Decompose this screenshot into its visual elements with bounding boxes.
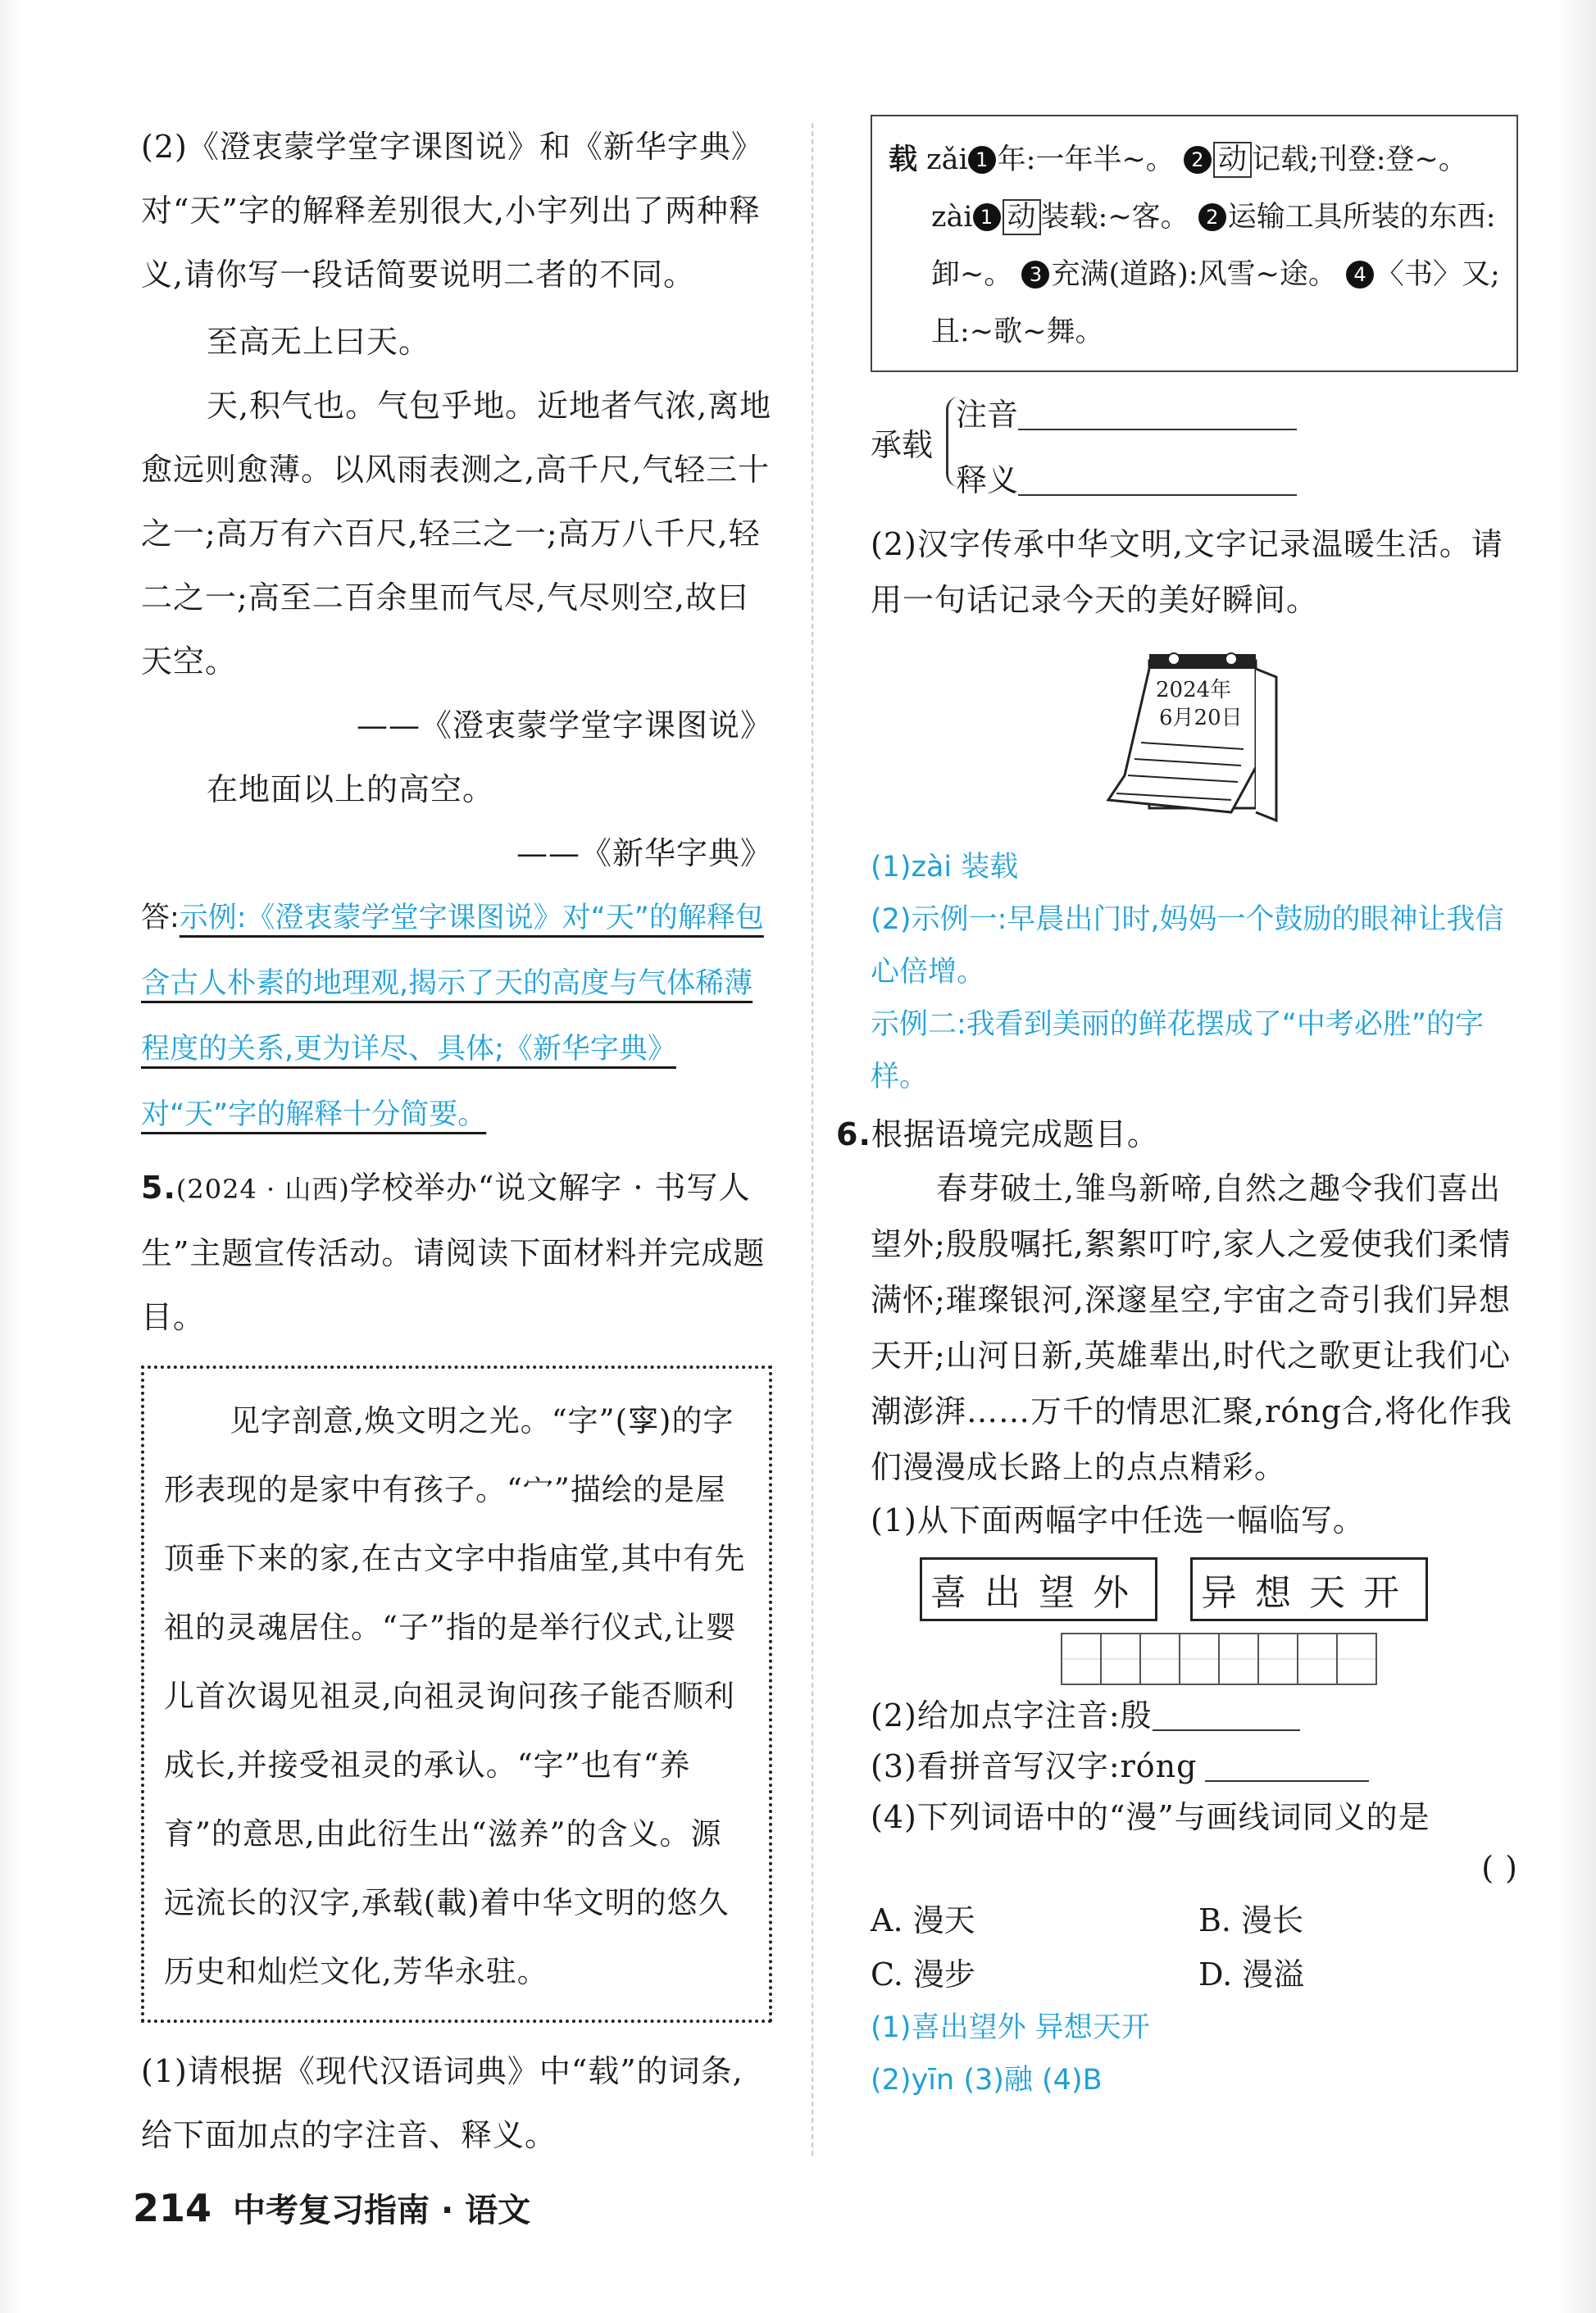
quote1-line1: 至高无上曰天。 [207, 324, 431, 360]
q5-sub2: (2)汉字传承中华文明,文字记录温暖生活。请用一句话记录今天的美好瞬间。 [871, 526, 1503, 618]
grid-cell[interactable] [1336, 1633, 1377, 1685]
dict-pinyin-zai3: zǎi [926, 143, 968, 176]
q5-number: 5. [141, 1170, 176, 1206]
dict-row-2 [889, 189, 1500, 361]
grid-cell[interactable] [1297, 1633, 1336, 1685]
q6-sub2: (2)给加点字注音:殷 [871, 1697, 1153, 1734]
circle-2b-icon: 2 [1198, 203, 1226, 231]
grid-cell[interactable] [1218, 1633, 1257, 1685]
option-d[interactable]: D. 漫溢 [1198, 1956, 1305, 1993]
circle-1b-icon: 1 [973, 203, 1001, 231]
dict-row-1 [889, 131, 1500, 189]
chengzai-word: 承载 [871, 427, 934, 463]
zhuyin-blank[interactable] [1018, 396, 1297, 430]
shiyi-blank[interactable] [1018, 461, 1297, 496]
q5-prompt [141, 1156, 772, 1349]
q6-heading [836, 1108, 1518, 1161]
option-c[interactable]: C. 漫步 [871, 1956, 975, 1993]
dict-def-3: 装载:~客。 [1040, 201, 1189, 234]
dict-def-5: 充满(道路):风雪~途。 [1051, 258, 1337, 291]
dict-def-1: 年:一年半~。 [997, 143, 1175, 176]
q6-sub4: (4)下列词语中的“漫”与画线词同义的是 [871, 1799, 1430, 1835]
calendar-illustration [1092, 644, 1305, 833]
material-text: 见字剖意,焕文明之光。“字”(𡥜)的字形表现的是家中有孩子。“宀”描绘的是屋顶垂下来的家,在古文字中指庙堂,其中有先祖的灵魂居住。“子”指的是举行仪式,让婴儿首次谒见祖灵,向祖灵询问孩子能否顺利成长,并接受祖灵的承认。“字”也有“养育”的意思,由此衍生出“滋养”的含义。源远流长的汉字,承载(載)着中华文明的悠久历史和灿烂文化,芳华永驻。 [164, 1403, 746, 1989]
grid-cell[interactable] [1061, 1633, 1100, 1685]
dictionary-entry [871, 115, 1518, 372]
quote2-body: 在地面以上的高空。 [207, 771, 495, 807]
answer-paren[interactable]: ( ) [1481, 1850, 1518, 1886]
option-a[interactable]: A. 漫天 [871, 1902, 975, 1938]
calendar-date: 6月20日 [1159, 706, 1243, 730]
dict-pinyin-zai4: zài [931, 201, 973, 234]
column-divider [812, 123, 813, 2156]
q5-source: (2024 · 山西) [175, 1174, 350, 1205]
q6-sub1: (1)从下面两幅字中任选一幅临写。 [871, 1502, 1365, 1538]
answer-label: 答: [141, 902, 180, 934]
quote2-source: ——《新华字典》 [516, 835, 772, 871]
q6-sub3: (3)看拼音写汉字:róng [871, 1748, 1198, 1784]
copy-sample-1: 喜出望外 [920, 1557, 1157, 1621]
chengzai-fill [871, 382, 1518, 513]
option-b[interactable]: B. 漫长 [1198, 1902, 1304, 1938]
q6-title: 根据语境完成题目。 [871, 1116, 1159, 1152]
dict-def-6: 〈书〉又;且:~歌~舞。 [931, 258, 1500, 348]
circle-4-icon: 4 [1346, 261, 1374, 289]
calendar-icon [1092, 644, 1305, 833]
calendar-year: 2024年 [1156, 678, 1232, 702]
quote1-source: ——《澄衷蒙学堂字课图说》 [356, 707, 772, 743]
q5-answer-1: (1)zài 装载 [871, 851, 1019, 884]
dict-pos-2: 动 [1003, 199, 1041, 235]
grid-cell[interactable] [1179, 1633, 1218, 1685]
copy-sample-2: 异想天开 [1190, 1557, 1428, 1621]
q4-answer [141, 885, 772, 1147]
dict-def-4: 运输工具所装的东西:卸~。 [931, 201, 1496, 291]
q6-number: 6. [836, 1116, 871, 1152]
left-column [141, 115, 772, 2167]
right-column [836, 115, 1518, 2106]
q6-sub2-row [871, 1690, 1518, 1741]
zhuyin-row [956, 382, 1297, 448]
grid-cell[interactable] [1257, 1633, 1297, 1685]
circle-1-icon: 1 [968, 146, 996, 174]
grid-cell[interactable] [1139, 1633, 1179, 1685]
q6-sub2-blank[interactable] [1153, 1697, 1300, 1731]
q5-answer-2b: 示例二:我看到美丽的鲜花摆成了“中考必胜”的字样。 [871, 1008, 1485, 1093]
q6-sub3-row [871, 1741, 1518, 1792]
grid-cell[interactable] [1100, 1633, 1139, 1685]
dict-pos-1: 动 [1213, 142, 1252, 178]
zhuyin-label: 注音 [956, 397, 1019, 433]
material-box [141, 1366, 772, 2023]
dict-headword: 载 [889, 143, 918, 176]
circle-3-icon: 3 [1021, 261, 1049, 289]
page-number: 214 [133, 2186, 212, 2230]
quote1-body: 天,积气也。气包乎地。近地者气浓,离地愈远则愈薄。以风雨表测之,高千尺,气轻三十之一;高万有六百尺,轻三之一;高万八千尺,轻二之一;高至二百余里而气尽,气尽则空,故曰天空。 [141, 388, 772, 679]
chengzai-labels [956, 382, 1297, 513]
shiyi-row [956, 448, 1297, 513]
answer-text: 示例:《澄衷蒙学堂字课图说》对“天”的解释包含古人朴素的地理观,揭示了天的高度与气体稀薄程度的关系,更为详尽、具体;《新华字典》对“天”字的解释十分简要。 [141, 902, 764, 1131]
q5-text: 学校举办“说文解字 · 书写人生”主题宣传活动。请阅读下面材料并完成题目。 [141, 1170, 766, 1335]
q5-answer-2a: (2)示例一:早晨出门时,妈妈一个鼓励的眼神让我信心倍增。 [871, 903, 1504, 988]
writing-grid[interactable] [1061, 1633, 1518, 1685]
q5-sub1: (1)请根据《现代汉语词典》中“载”的词条,给下面加点的字注音、释义。 [141, 2053, 743, 2153]
q4-sub2-prompt: (2)《澄衷蒙学堂字课图说》和《新华字典》对“天”字的解释差别很大,小宇列出了两种释义,请你写一段话简要说明二者的不同。 [141, 129, 763, 293]
dict-def-2: 记载;刊登:登~。 [1251, 143, 1467, 176]
q6-passage: 春芽破土,雏鸟新啼,自然之趣令我们喜出望外;殷殷嘱托,絮絮叮咛,家人之爱使我们柔情满怀;璀璨银河,深邃星空,宇宙之奇引我们异想天开;山河日新,英雄辈出,时代之歌更让我们心潮澎湃……万千的情思汇聚,róng合,将化作我们漫漫成长路上的点点精彩。 [871, 1170, 1513, 1485]
book-title: 中考复习指南 · 语文 [233, 2192, 531, 2229]
q6-answer-1: (1)喜出望外 异想天开 [871, 2011, 1150, 2044]
shiyi-label: 释义 [956, 462, 1019, 498]
q6-options [871, 1893, 1518, 2002]
q6-sub3-blank[interactable] [1205, 1747, 1369, 1782]
circle-2-icon: 2 [1184, 146, 1212, 174]
copy-samples [920, 1557, 1518, 1621]
q6-answer-2: (2)yīn (3)融 (4)B [871, 2064, 1103, 2097]
page-footer [133, 2184, 530, 2231]
